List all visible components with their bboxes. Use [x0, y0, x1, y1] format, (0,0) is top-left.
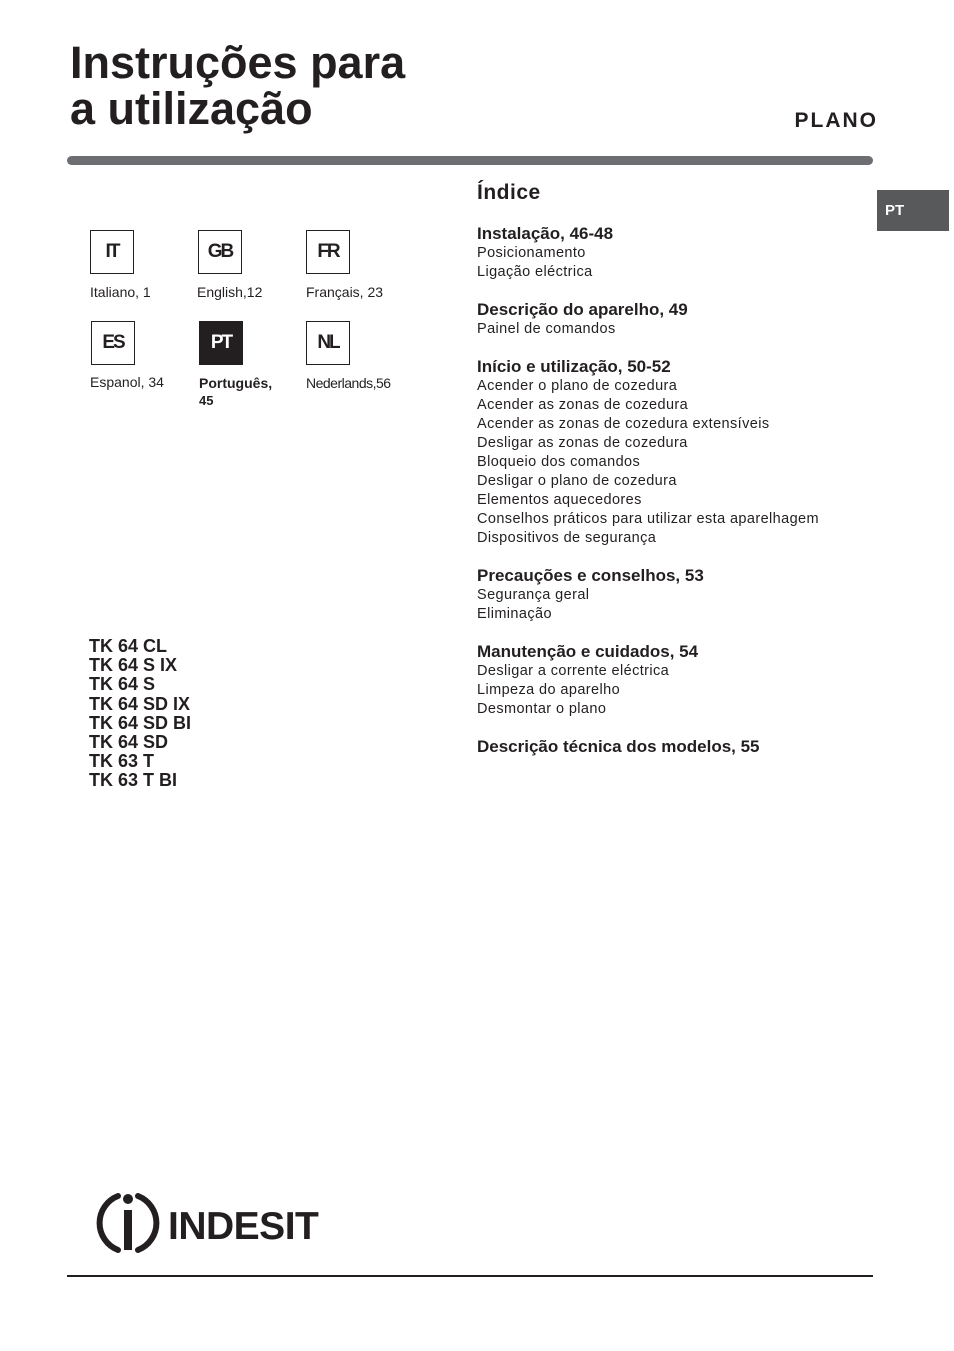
toc-item: Segurança geral: [477, 587, 590, 603]
footer-divider: [67, 1275, 873, 1277]
toc-section-instalacao: [477, 223, 877, 282]
toc-item: Dispositivos de segurança: [477, 530, 657, 546]
model-name: TK 63 T: [89, 751, 155, 772]
page-title: [70, 37, 406, 134]
toc-section-precaucoes: [477, 565, 877, 624]
model-name: TK 64 CL: [89, 636, 168, 656]
toc-heading: Descrição do aparelho, 49: [477, 300, 688, 319]
lang-label-pt-page: 45: [199, 393, 214, 408]
model-name: TK 64 S IX: [89, 655, 178, 676]
toc-item: Desmontar o plano: [477, 701, 607, 717]
toc-item: Acender o plano de cozedura: [477, 378, 678, 394]
model-name: TK 64 SD IX: [89, 693, 191, 714]
language-side-tab: PT: [877, 190, 949, 231]
toc-heading: Manutenção e cuidados, 54: [477, 642, 699, 661]
toc-item: Desligar o plano de cozedura: [477, 473, 677, 489]
lang-label-gb: English,12: [197, 284, 263, 300]
toc-section-manutencao: [477, 641, 877, 719]
index-title: Índice: [477, 181, 541, 204]
title-line-2: a utilização: [70, 83, 313, 134]
model-name: TK 64 SD BI: [89, 712, 192, 733]
toc-section-inicio: [477, 356, 877, 548]
toc-item: Limpeza do aparelho: [477, 682, 621, 698]
indesit-logo-icon: [96, 1190, 328, 1254]
lang-box-nl: NL: [306, 321, 350, 365]
toc-item: Painel de comandos: [477, 321, 616, 337]
toc-item: Bloqueio dos comandos: [477, 454, 641, 470]
toc-item: Posicionamento: [477, 245, 586, 261]
lang-box-gb: GB: [198, 230, 242, 274]
lang-box-it: IT: [90, 230, 134, 274]
toc-item: Conselhos práticos para utilizar esta aparelhagem: [477, 511, 819, 527]
svg-text:INDESIT: INDESIT: [168, 1205, 319, 1248]
lang-box-fr: FR: [306, 230, 350, 274]
indesit-logo: [96, 1190, 328, 1254]
model-name: TK 64 SD: [89, 732, 169, 753]
lang-box-es: ES: [91, 321, 135, 365]
toc-item: Desligar as zonas de cozedura: [477, 435, 688, 451]
toc-item: Desligar a corrente eléctrica: [477, 663, 670, 679]
toc-item: Eliminação: [477, 606, 552, 622]
toc-item: Elementos aquecedores: [477, 492, 642, 508]
toc-section-descricao: [477, 299, 877, 339]
toc-item: Ligação eléctrica: [477, 264, 593, 280]
toc-heading: Precauções e conselhos, 53: [477, 566, 704, 585]
toc-item: Acender as zonas de cozedura extensíveis: [477, 416, 770, 432]
lang-label-pt: [199, 374, 272, 410]
toc-item: Acender as zonas de cozedura: [477, 397, 689, 413]
lang-label-es: Espanol, 34: [90, 374, 164, 390]
toc-heading: Instalação, 46-48: [477, 224, 614, 243]
model-list: [89, 637, 191, 791]
model-name: TK 63 T BI: [89, 770, 178, 791]
table-of-contents: [477, 223, 877, 774]
lang-label-fr: Français, 23: [306, 284, 384, 300]
header-divider: [67, 156, 873, 165]
title-line-1: Instruções para: [70, 37, 406, 88]
model-name: TK 64 S: [89, 674, 156, 695]
lang-box-pt: PT: [199, 321, 243, 365]
toc-heading: Início e utilização, 50-52: [477, 357, 671, 376]
lang-label-nl: Nederlands,56: [306, 375, 391, 391]
lang-label-it: Italiano, 1: [90, 284, 151, 300]
product-name: PLANO: [794, 109, 878, 132]
toc-section-tecnica: [477, 736, 877, 757]
toc-heading: Descrição técnica dos modelos, 55: [477, 737, 760, 756]
lang-label-pt-name: Português,: [199, 375, 273, 391]
